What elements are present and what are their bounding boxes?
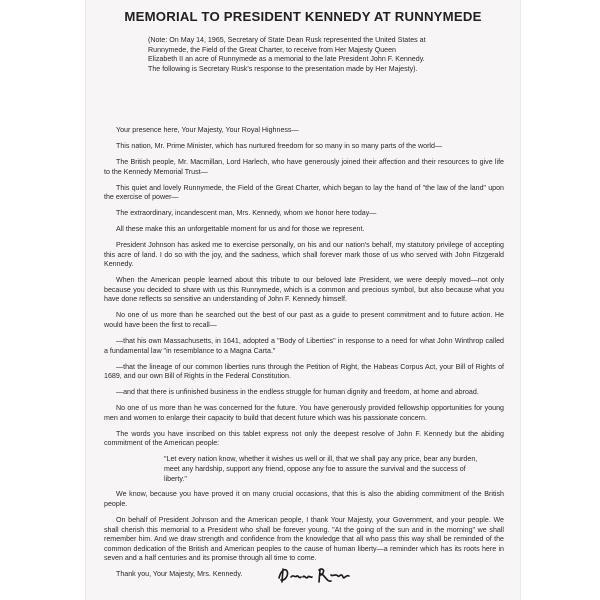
speech-body	[104, 126, 504, 586]
handwritten-signature	[275, 562, 355, 588]
editor-note: (Note: On May 14, 1965, Secretary of State Dean Rusk represented the United States at Runnymede, the Field of the Great Charter, to receive from Her Majesty Queen Elizabeth II an acre of Runnymede as a memorial to the late President John F. Kennedy. The following is Secretary Rusk's response to the presentation made by Her Majesty).	[148, 36, 426, 73]
paragraph: —and that there is unfinished business in the endless struggle for human dignity and freedom, at home and abroad.	[116, 388, 479, 397]
paragraph: This nation, Mr. Prime Minister, which has nurtured freedom for so many in so many parts of the world—	[116, 141, 443, 150]
paragraph: When the American people learned about this tribute to our beloved late President, we were deeply moved—not only because you decided to share with us this Runnymede, which is a common and precious symbol, but also because what you have done reflects so sensitive an understanding of John F. Kennedy himself.	[104, 276, 504, 304]
paragraph: —that the lineage of our common liberties runs through the Petition of Right, the Habeas Corpus Act, your Bill of Rights of 1689, and our own Bill of Rights in the Federal Constitution.	[104, 362, 504, 381]
paragraph: The extraordinary, incandescent man, Mrs. Kennedy, whom we honor here today—	[116, 209, 377, 218]
paragraph: On behalf of President Johnson and the American people, I thank Your Majesty, your Government, and your people. We shall cherish this memorial to a President who shall be forever young. "At the going of the sun and in the morning" we shall remember him. And we draw strength and confidence from the knowledge that all who pass this way shall be reminded of the common dedication of the British and American peoples to the cause of human liberty—a reminder which has its roots here in seven and a half centuries and its promise through all time to come.	[104, 516, 504, 563]
document-page	[86, 0, 520, 600]
paragraph: This quiet and lovely Runnymede, the Field of the Great Charter, which began to lay the hand of "the law of the land" upon the exercise of power—	[104, 183, 504, 202]
paragraph: Thank you, Your Majesty, Mrs. Kennedy.	[116, 570, 243, 579]
paragraph: No one of us more than he was concerned for the future. You have generously provided fellowship opportunities for young men and women to enlarge their capacity to build that decent future which was his passionate concern.	[104, 404, 504, 422]
paragraph: President Johnson has asked me to exercise personally, on his and our nation's behalf, my statutory privilege of accepting this acre of land. I do so with the joy, and the sadness, which shall forever mark those of us who served with John Fitzgerald Kennedy.	[104, 241, 504, 269]
paragraph: All these make this an unforgettable moment for us and for those we represent.	[116, 225, 365, 234]
paragraph: —that his own Massachusetts, in 1641, adopted a "Body of Liberties" in response to a need for what John Winthrop called a fundamental law "in resemblance to a Magna Carta."	[104, 337, 504, 355]
paragraph: The British people, Mr. Macmillan, Lord Harlech, who have generously joined their affection and their resources to give life to the Kennedy Memorial Trust—	[104, 157, 504, 176]
paragraph: We know, because you have proved it on many crucial occasions, that this is also the abiding commitment of the British people.	[104, 490, 504, 509]
paragraph: No one of us more than he searched out the best of our past as a guide to present commitment and to future action. He would have been the first to recall—	[104, 311, 504, 330]
paragraph: The words you have inscribed on this tablet express not only the deepest resolve of John F. Kennedy but the abiding commitment of the American people:	[104, 429, 504, 448]
document-title: MEMORIAL TO PRESIDENT KENNEDY AT RUNNYMEDE	[124, 9, 482, 24]
paragraph: Your presence here, Your Majesty, Your Royal Highness—	[116, 126, 299, 134]
inscription-quote: "Let every nation know, whether it wishes us well or ill, that we shall pay any price, bear any burden, meet any hardship, support any friend, oppose any foe to assure the survival and the success of liberty."	[164, 455, 478, 483]
